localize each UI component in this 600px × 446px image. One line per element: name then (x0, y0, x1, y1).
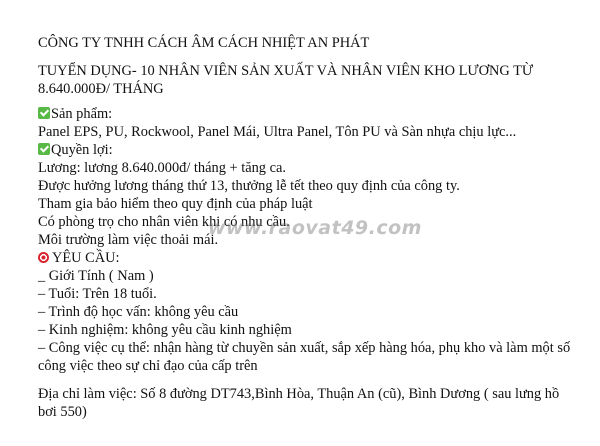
products-heading (38, 105, 578, 123)
green-check-icon (38, 107, 50, 119)
products-heading-label: Sản phẩm: (51, 106, 113, 122)
requirements-heading (38, 249, 578, 267)
benefits-heading-label: Quyền lợi: (51, 142, 113, 158)
benefit-environment: Môi trường làm việc thoải mái. (38, 232, 219, 248)
site-watermark: www.raovat49.com (208, 217, 422, 239)
company-name: CÔNG TY TNHH CÁCH ÂM CÁCH NHIỆT AN PHÁT (38, 35, 370, 51)
products-list: Panel EPS, PU, Rockwool, Panel Mái, Ultra Panel, Tôn PU và Sàn nhựa chịu lực... (38, 124, 517, 140)
benefits-heading (38, 141, 578, 159)
work-address: Địa chỉ làm việc: Số 8 đường DT743,Bình Hòa, Thuận An (cũ), Bình Dương ( sau lưng hồ bơi 550) (38, 386, 560, 420)
requirement-gender: _ Giới Tính ( Nam ) (38, 268, 154, 284)
requirement-age: – Tuổi: Trên 18 tuổi. (38, 286, 157, 302)
requirement-experience: – Kinh nghiệm: không yêu cầu kinh nghiệm (38, 322, 292, 338)
job-headline: TUYỂN DỤNG- 10 NHÂN VIÊN SẢN XUẤT VÀ NHÂN VIÊN KHO LƯƠNG TỪ 8.640.000Đ/ THÁNG (38, 63, 534, 97)
requirement-education: – Trình độ học vấn: không yêu cầu (38, 304, 239, 320)
target-icon (38, 252, 49, 263)
benefit-insurance: Tham gia bảo hiểm theo quy định của pháp luật (38, 196, 313, 212)
green-check-icon (38, 143, 50, 155)
benefit-housing: Có phòng trọ cho nhân viên khi có nhu cầu. (38, 214, 290, 230)
job-posting-document (38, 34, 578, 421)
requirements-heading-label: YÊU CẦU: (52, 250, 120, 266)
benefit-salary: Lương: lương 8.640.000đ/ tháng + tăng ca. (38, 160, 286, 176)
benefit-13th-month: Được hưởng lương tháng thứ 13, thưởng lễ tết theo quy định của công ty. (38, 178, 460, 194)
requirement-job-duties: – Công việc cụ thể: nhận hàng từ chuyền sản xuất, sắp xếp hàng hóa, phụ kho và làm một số công việc theo sự chỉ đạo của cấp trên (38, 340, 571, 374)
